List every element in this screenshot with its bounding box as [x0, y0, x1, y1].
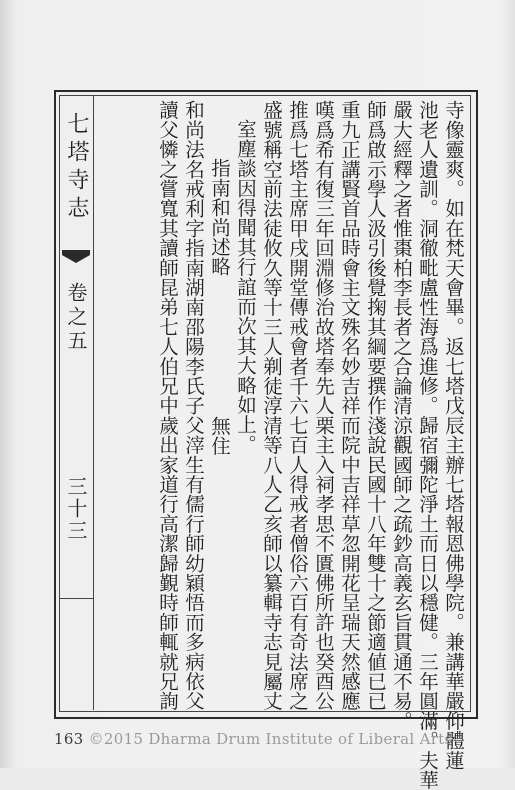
- text-column: 師爲啟示學人汲引後覺掬其綱要撰作淺說民國十八年雙十之節適値已已: [364, 100, 387, 711]
- volume-label: 卷之五: [64, 282, 88, 354]
- text-column: 和尚法名戒利字指南湖南邵陽李氏子父滓生有儒行師幼穎悟而多病依父: [182, 100, 205, 711]
- fishtail-icon: [62, 250, 90, 264]
- section-heading: 指南和尚述略: [208, 158, 231, 277]
- section-heading-column: [206, 100, 232, 705]
- section-author: 無住: [208, 416, 231, 456]
- text-column: 嚴大經釋之者惟棗柏李長者之合論清涼觀國師之疏鈔高義玄旨貫通不易。: [390, 100, 413, 731]
- text-column: 讀父憐之嘗寬其讀師昆弟七人伯兄中歲出家道行高潔歸覲時師輒就兄詢: [156, 100, 179, 711]
- copyright-watermark: ©2015 Dharma Drum Institute of Liberal Arts: [88, 730, 453, 748]
- text-column: 重九正講賢首品時會主文殊名妙吉祥而院中吉祥草忽開花呈瑞天然感應: [338, 100, 361, 711]
- fold-page-number: 三十三: [64, 476, 88, 542]
- text-column: 嘆爲希有復三年回淵修治故塔奉先人栗主入祠孝思不匱佛所許也癸酉公: [312, 100, 335, 711]
- book-title: 七塔寺志: [64, 112, 89, 224]
- text-column: 寺像靈爽。如在梵天會畢。返七塔戊辰主辦七塔報恩佛學院。兼講華嚴仰體蓮: [442, 100, 465, 770]
- fold-divider: [59, 598, 93, 599]
- text-column: 池老人遺訓。洞徹毗盧性海爲進修。歸宿彌陀淨土而日以穩健。三年圓滿。夫華: [416, 100, 439, 790]
- page-number: 163: [54, 730, 84, 748]
- footer: [54, 730, 514, 748]
- text-column: 盛號稱空前法徒攸久等十三人剃徒淳清等八人乙亥師以纂輯寺志見屬丈: [260, 100, 283, 711]
- text-column: 推爲七塔主席甲戌開堂傳戒會者千六七百人得戒者僧俗六百有奇法席之: [286, 100, 309, 711]
- text-column: 室塵談因得聞其行誼而次其大略如上。: [234, 119, 257, 454]
